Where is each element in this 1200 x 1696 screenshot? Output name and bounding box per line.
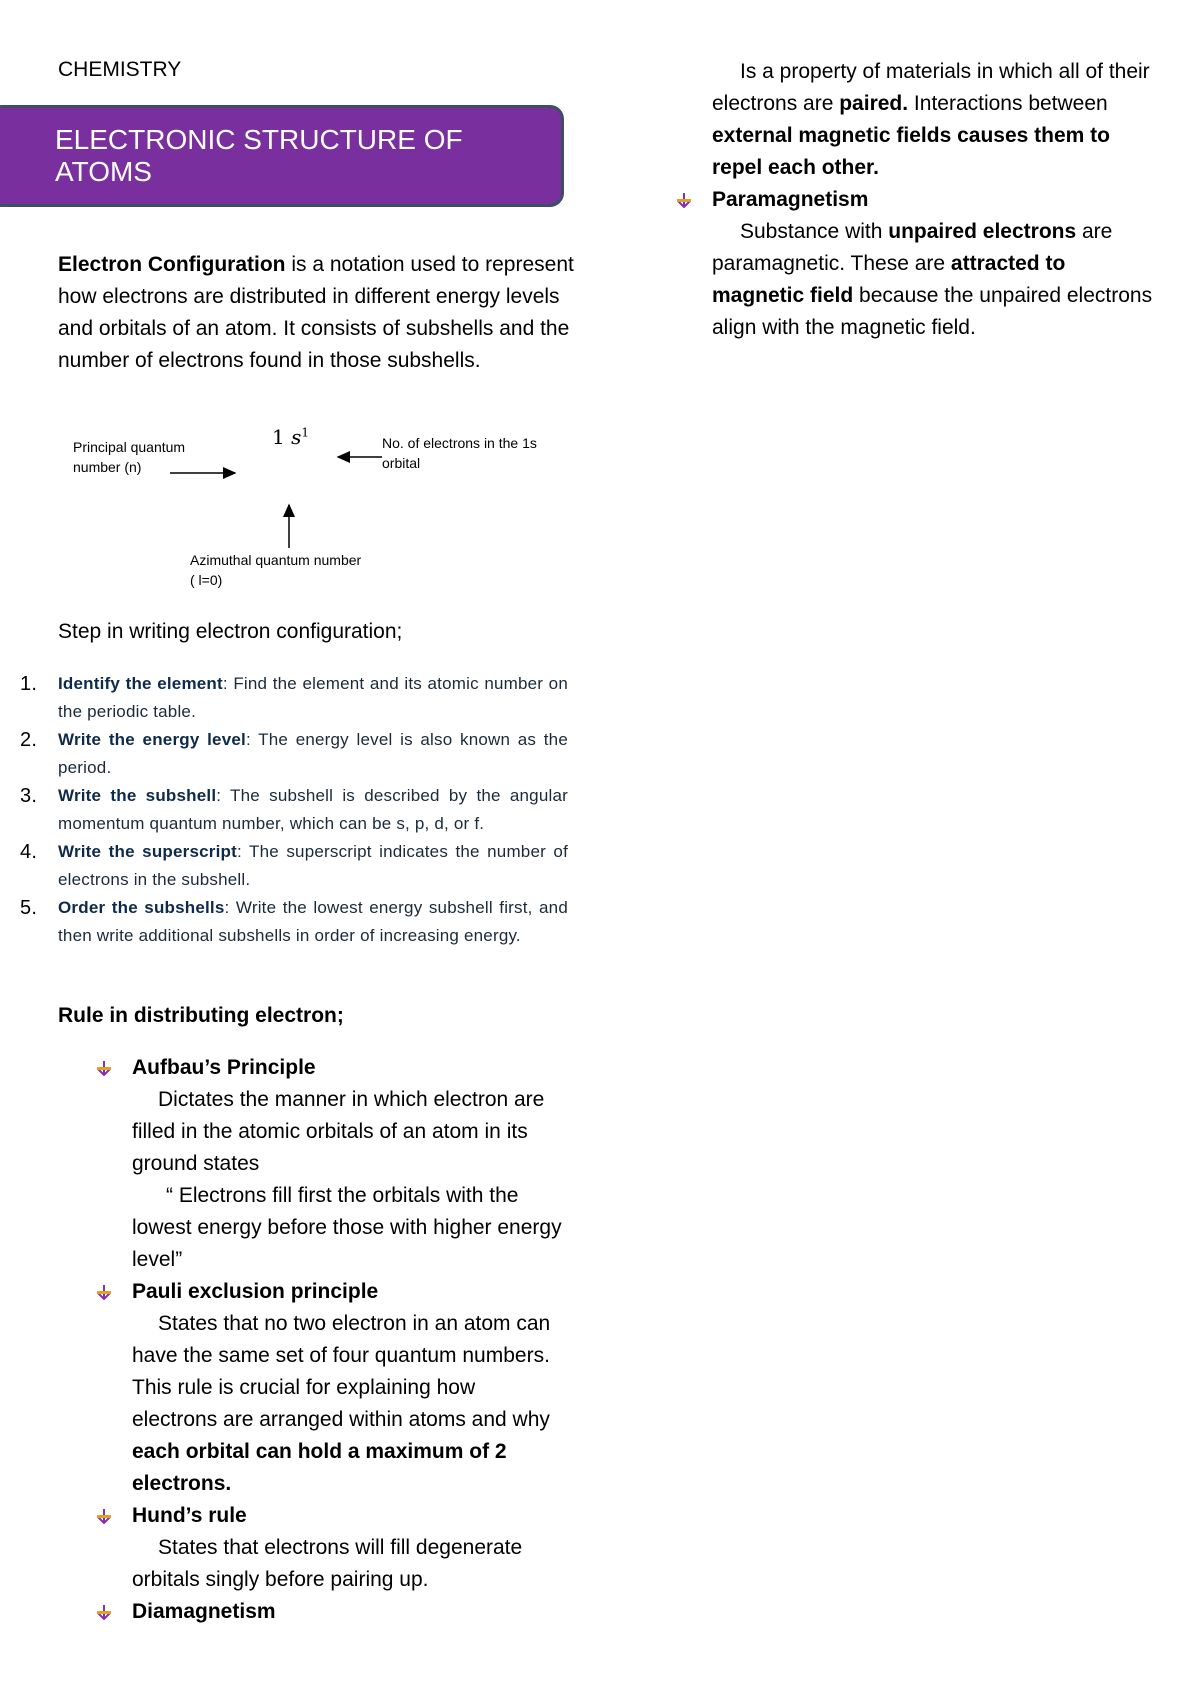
rule-description bbox=[712, 216, 1162, 344]
electron-config-diagram bbox=[60, 425, 580, 600]
steps-title: Step in writing electron configuration; bbox=[58, 620, 403, 643]
rule-heading: Paramagnetism bbox=[712, 188, 869, 211]
arrow-bullet-icon bbox=[676, 192, 692, 208]
intro-term: Electron Configuration bbox=[58, 253, 286, 276]
para-text-a: Substance with bbox=[740, 220, 889, 243]
rule-heading: Pauli exclusion principle bbox=[132, 1280, 379, 1303]
rule-heading: Hund’s rule bbox=[132, 1504, 247, 1527]
step-item bbox=[20, 894, 568, 950]
step-heading: Write the energy level bbox=[58, 730, 246, 749]
step-item bbox=[20, 838, 568, 894]
rule-description-emphasis: each orbital can hold a maximum of 2 electrons. bbox=[132, 1440, 507, 1495]
rules-list bbox=[96, 1052, 566, 1628]
right-column bbox=[712, 56, 1162, 344]
formula-subshell: s bbox=[291, 425, 302, 449]
step-text: : The superscript indicates the number of electrons in the subshell. bbox=[58, 842, 568, 889]
rules-title: Rule in distributing electron; bbox=[58, 1004, 344, 1027]
principal-label-line2: number (n) bbox=[73, 459, 142, 475]
rule-description bbox=[132, 1084, 566, 1180]
rule-quote bbox=[132, 1180, 566, 1276]
azimuthal-label-line1: Azimuthal quantum number bbox=[190, 552, 362, 568]
rule-hund bbox=[96, 1500, 566, 1596]
diagram-arrows bbox=[60, 425, 580, 600]
subject-label: CHEMISTRY bbox=[58, 58, 182, 81]
para-text-b: are paramagnetic. These are bbox=[712, 220, 1113, 275]
electrons-label-line1: No. of electrons in the 1s bbox=[382, 435, 537, 451]
dia-bold-b: external magnetic fields causes them to repel each other. bbox=[712, 124, 1110, 179]
step-number: 4. bbox=[20, 841, 38, 863]
electrons-label-line2: orbital bbox=[382, 455, 421, 471]
formula-coef: 1 bbox=[272, 425, 285, 449]
step-item bbox=[20, 782, 568, 838]
arrow-bullet-icon bbox=[96, 1508, 112, 1524]
step-text: : The energy level is also known as the period. bbox=[58, 730, 568, 777]
step-number: 1. bbox=[20, 673, 38, 695]
step-number: 3. bbox=[20, 785, 38, 807]
para-bold-a: unpaired electrons bbox=[888, 220, 1077, 243]
step-text: : Write the lowest energy subshell first, and then write additional subshells in order of increasing energy. bbox=[58, 898, 568, 945]
step-item bbox=[20, 670, 568, 726]
step-number: 2. bbox=[20, 729, 38, 751]
arrow-bullet-icon bbox=[96, 1604, 112, 1620]
step-text: : Find the element and its atomic number on the periodic table. bbox=[58, 674, 568, 721]
intro-paragraph bbox=[58, 249, 578, 377]
rule-diamagnetism bbox=[96, 1596, 566, 1628]
formula-superscript: 1 bbox=[301, 425, 309, 440]
step-heading: Write the superscript bbox=[58, 842, 237, 861]
rule-description-text: States that electrons will fill degenerate orbitals singly before pairing up. bbox=[132, 1536, 523, 1591]
steps-list bbox=[20, 670, 568, 950]
title-banner bbox=[0, 105, 564, 207]
rule-heading: Aufbau’s Principle bbox=[132, 1056, 316, 1079]
rule-quote-text: “ Electrons fill first the orbitals with the lowest energy before those with higher energy level” bbox=[132, 1184, 562, 1271]
step-heading: Write the subshell bbox=[58, 786, 217, 805]
rule-description bbox=[132, 1532, 566, 1596]
dia-text-b: Interactions between bbox=[908, 92, 1108, 115]
rule-heading: Diamagnetism bbox=[132, 1600, 276, 1623]
para-text-c: because the unpaired electrons align with the magnetic field. bbox=[712, 284, 1153, 339]
para-bold-b: attracted to magnetic field bbox=[712, 252, 1066, 307]
azimuthal-label-line2: ( l=0) bbox=[190, 572, 223, 588]
step-item bbox=[20, 726, 568, 782]
arrow-bullet-icon bbox=[96, 1284, 112, 1300]
rule-description bbox=[132, 1308, 566, 1500]
diamagnetism-description bbox=[712, 56, 1162, 184]
principal-label-line1: Principal quantum bbox=[73, 439, 186, 455]
step-heading: Order the subshells bbox=[58, 898, 225, 917]
step-text: : The subshell is described by the angular momentum quantum number, which can be s, p, d, or f. bbox=[58, 786, 568, 833]
dia-bold-a: paired. bbox=[839, 92, 909, 115]
arrow-bullet-icon bbox=[96, 1060, 112, 1076]
rule-description-text: States that no two electron in an atom can have the same set of four quantum numbers. This rule is crucial for explaining how electrons are arranged within atoms and why bbox=[132, 1312, 551, 1431]
step-number: 5. bbox=[20, 897, 38, 919]
banner-title: ELECTRONIC STRUCTURE OF ATOMS bbox=[55, 124, 463, 187]
step-heading: Identify the element bbox=[58, 674, 223, 693]
dia-text-a: Is a property of materials in which all of their electrons are bbox=[712, 60, 1150, 115]
rule-aufbau bbox=[96, 1052, 566, 1276]
rule-description-text: Dictates the manner in which electron are filled in the atomic orbitals of an atom in its ground states bbox=[132, 1088, 545, 1175]
rule-paramagnetism bbox=[712, 184, 1162, 344]
rule-pauli bbox=[96, 1276, 566, 1500]
intro-text: is a notation used to represent how electrons are distributed in different energy levels and orbitals of an atom. It consists of subshells and the number of electrons found in those subshells. bbox=[58, 253, 574, 372]
